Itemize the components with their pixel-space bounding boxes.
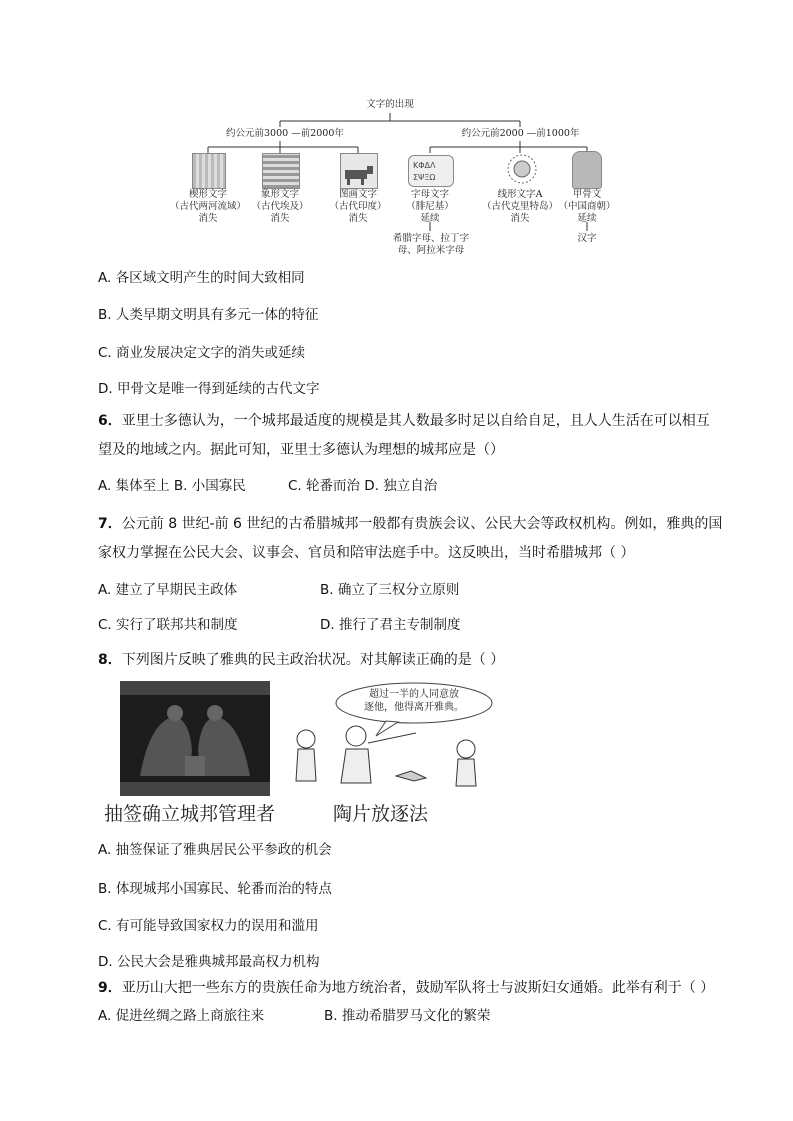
speech-bubble-text: 超过一半的人同意放 逐他，他得离开雅典。 (364, 689, 464, 713)
script-label-indus: 图画文字 （古代印度） 消失 (329, 189, 387, 224)
q9-option-b[interactable]: B. 推动希腊罗马文化的繁荣 (324, 1008, 491, 1024)
writing-origins-figure (169, 95, 620, 265)
q6-options-ab[interactable]: A. 集体至上 B. 小国寡民 (98, 478, 246, 494)
script-label-linear-a: 线形文字A （古代克里特岛） 消失 (481, 189, 558, 224)
q8-option-b[interactable]: B. 体现城邦小国寡民、轮番而治的特点 (98, 881, 332, 897)
q8-number: 8． (98, 652, 122, 668)
q9-number: 9． (98, 980, 122, 996)
linear-a-disc-image (506, 153, 538, 185)
indus-seal-image (340, 153, 378, 189)
svg-text:ΣΨΞΩ: ΣΨΞΩ (413, 173, 436, 182)
q7-number: 7． (98, 516, 122, 532)
branch-left-label: 约公元前3000 —前2000年 (226, 128, 344, 139)
cuneiform-tablet-image (192, 153, 226, 189)
caption-ostracism: 陶片放逐法 (333, 803, 429, 825)
q6-stem-line2: 望及的地域之内。据此可知，亚里士多德认为理想的城邦应是（） (98, 442, 504, 458)
q7-option-a[interactable]: A. 建立了早期民主政体 (98, 582, 238, 598)
alphabet-descendants: 希腊字母、拉丁字 母、阿拉米字母 (392, 233, 469, 256)
q5-option-a[interactable]: A. 各区域文明产生的时间大致相同 (98, 270, 305, 286)
figure-title: 文字的出现 (366, 99, 414, 110)
branch-right-label: 约公元前2000 —前1000年 (461, 128, 580, 139)
q7-option-c[interactable]: C. 实行了联邦共和制度 (98, 617, 238, 633)
q7-stem-line1: 7．公元前 8 世纪-前 6 世纪的古希腊城邦一般都有贵族会议、公民大会等政权机构。例如，雅典的国 (98, 516, 723, 532)
q8-option-d[interactable]: D. 公民大会是雅典城邦最高权力机构 (98, 954, 320, 970)
phoenician-tablet-image (408, 155, 454, 187)
svg-text:ΚΦΔΛ: ΚΦΔΛ (413, 161, 436, 170)
q8-option-a[interactable]: A. 抽签保证了雅典居民公平参政的机会 (98, 842, 332, 858)
caption-lottery: 抽签确立城邦管理者 (104, 803, 276, 825)
q9-option-a[interactable]: A. 促进丝绸之路上商旅往来 (98, 1008, 265, 1024)
script-label-oracle: 甲骨文 （中国商朝） 延续 (558, 189, 616, 224)
q6-stem-line1: 6．亚里士多德认为，一个城邦最适度的规模是其人数最多时足以自给自足，且人人生活在可以相互 (98, 413, 710, 429)
ostracism-cartoon-image (276, 681, 496, 796)
q8-option-c[interactable]: C. 有可能导致国家权力的误用和滥用 (98, 918, 319, 934)
q9-stem: 9．亚历山大把一些东方的贵族任命为地方统治者，鼓励军队将士与波斯妇女通婚。此举有利于（ ） (98, 980, 715, 996)
hieroglyph-image (262, 153, 300, 189)
script-label-hieroglyph: 象形文字 （古代埃及） 消失 (251, 189, 309, 224)
script-label-alphabet: 字母文字 （腓尼基） 延续 (406, 189, 454, 224)
q6-number: 6． (98, 413, 122, 429)
vase-painting-image (120, 681, 270, 796)
q5-option-c[interactable]: C. 商业发展决定文字的消失或延续 (98, 345, 306, 361)
script-label-cuneiform: 楔形文字 （古代两河流域） 消失 (169, 189, 246, 224)
oracle-descendant: 汉字 (577, 233, 597, 244)
q8-stem: 8．下列图片反映了雅典的民主政治状况。对其解读正确的是（ ） (98, 652, 505, 668)
q7-option-b[interactable]: B. 确立了三权分立原则 (320, 582, 460, 598)
q7-option-d[interactable]: D. 推行了君主专制制度 (320, 617, 461, 633)
oracle-bone-image (572, 151, 602, 189)
q5-option-b[interactable]: B. 人类早期文明具有多元一体的特征 (98, 307, 319, 323)
q6-options-cd[interactable]: C. 轮番而治 D. 独立自治 (288, 478, 438, 494)
q5-option-d[interactable]: D. 甲骨文是唯一得到延续的古代文字 (98, 381, 320, 397)
q7-stem-line2: 家权力掌握在公民大会、议事会、官员和陪审法庭手中。这反映出，当时希腊城邦（ ） (98, 545, 635, 561)
